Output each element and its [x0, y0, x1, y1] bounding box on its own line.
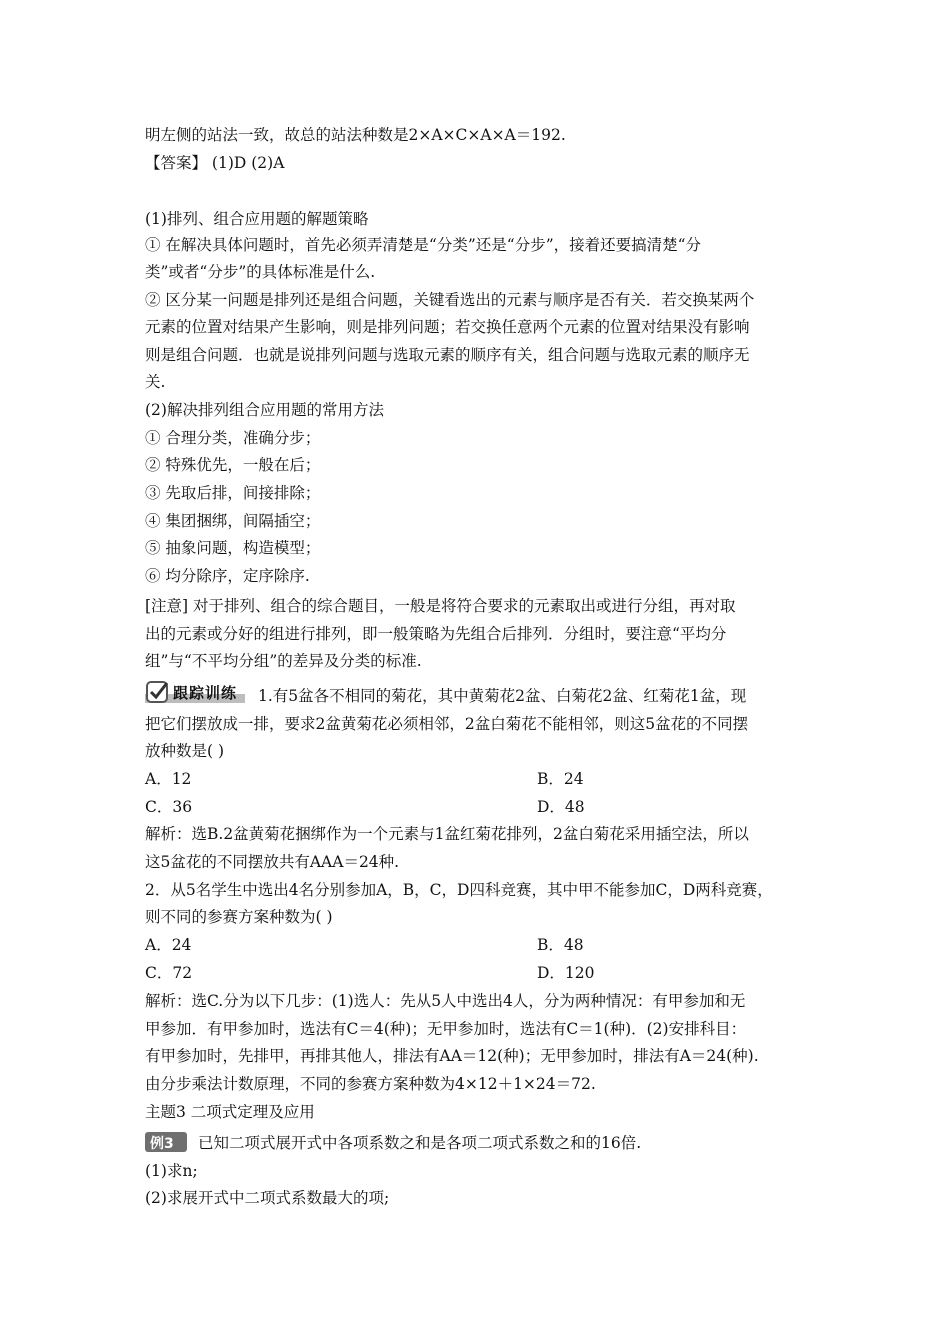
methods-heading: (2)解决排列组合应用题的常用方法 [145, 401, 384, 419]
option-a: A．12 [145, 770, 192, 788]
example-stem: 已知二项式展开式中各项系数之和是各项二项式系数之和的16倍. [198, 1134, 642, 1152]
text-line: 关. [145, 373, 166, 391]
note-line: 组”与“不平均分组”的差异及分类的标准. [145, 652, 422, 670]
list-item: ① 合理分类，准确分步； [145, 429, 321, 447]
solution-line: 解析：选C.分为以下几步：(1)选人：先从5人中选出4人，分为两种情况：有甲参加和无 [145, 992, 746, 1010]
list-item: ⑥ 均分除序，定序除序. [145, 567, 310, 585]
solution-line: 这5盆花的不同摆放共有AAA＝24种. [145, 853, 400, 871]
list-item: ④ 集团捆绑，间隔插空； [145, 512, 321, 530]
text-line: 元素的位置对结果产生影响，则是排列问题；若交换任意两个元素的位置对结果没有影响 [145, 318, 750, 336]
question-line: 2．从5名学生中选出4名分别参加A，B，C，D四科竞赛，其中甲不能参加C，D两科竞赛， [145, 881, 773, 899]
option-d: D．120 [537, 964, 595, 982]
text-line: 则是组合问题．也就是说排列问题与选取元素的顺序有关，组合问题与选取元素的顺序无 [145, 346, 750, 364]
section-title: 主题3 二项式定理及应用 [145, 1103, 315, 1121]
example-badge [145, 1132, 187, 1152]
question-line: 1.有5盆各不相同的菊花，其中黄菊花2盆、白菊花2盆、红菊花1盆，现 [258, 687, 747, 705]
practice-badge-label: 跟踪训练 [173, 684, 238, 702]
solution-line: 解析：选B.2盆黄菊花捆绑作为一个元素与1盆红菊花排列，2盆白菊花采用插空法，所以 [145, 825, 749, 843]
option-c: C．36 [145, 798, 193, 816]
solution-line: 有甲参加时，先排甲，再排其他人，排法有AA＝12(种)；无甲参加时，排法有A＝24(种). [145, 1047, 759, 1065]
list-item: ⑤ 抽象问题，构造模型； [145, 539, 321, 557]
option-a: A．24 [145, 936, 192, 954]
question-line: 则不同的参赛方案种数为( ) [145, 908, 333, 926]
practice-badge [145, 680, 245, 704]
solution-line: 由分步乘法计数原理，不同的参赛方案种数为4×12＋1×24＝72. [145, 1075, 596, 1093]
note-line: 出的元素或分好的组进行排列，即一般策略为先组合后排列．分组时，要注意“平均分 [145, 625, 727, 643]
answer-line: 【答案】 (1)D (2)A [145, 154, 285, 172]
option-c: C．72 [145, 964, 193, 982]
text-line: ① 在解决具体问题时，首先必须弄清楚是“分类”还是“分步”，接着还要搞清楚“分 [145, 236, 702, 254]
question-line: 把它们摆放成一排，要求2盆黄菊花必须相邻，2盆白菊花不能相邻，则这5盆花的不同摆 [145, 715, 749, 733]
text-line: ② 区分某一问题是排列还是组合问题，关键看选出的元素与顺序是否有关．若交换某两个 [145, 291, 755, 309]
question-part: (2)求展开式中二项式系数最大的项; [145, 1189, 390, 1207]
list-item: ③ 先取后排，间接排除； [145, 484, 321, 502]
option-b: B．24 [537, 770, 584, 788]
strategy-heading: (1)排列、组合应用题的解题策略 [145, 210, 369, 228]
question-line: 放种数是( ) [145, 742, 225, 760]
question-part: (1)求n; [145, 1162, 198, 1180]
text-line: 类”或者“分步”的具体标准是什么. [145, 263, 376, 281]
text-line: 明左侧的站法一致，故总的站法种数是2×A×C×A×A＝192. [145, 126, 566, 144]
note-line: [注意] 对于排列、组合的综合题目，一般是将符合要求的元素取出或进行分组，再对取 [145, 597, 736, 615]
option-d: D．48 [537, 798, 585, 816]
list-item: ② 特殊优先，一般在后； [145, 456, 321, 474]
solution-line: 甲参加．有甲参加时，选法有C＝4(种)；无甲参加时，选法有C＝1(种)．(2)安排科目： [145, 1020, 747, 1038]
option-b: B．48 [537, 936, 584, 954]
example-badge-label: 例3 [150, 1136, 174, 1152]
